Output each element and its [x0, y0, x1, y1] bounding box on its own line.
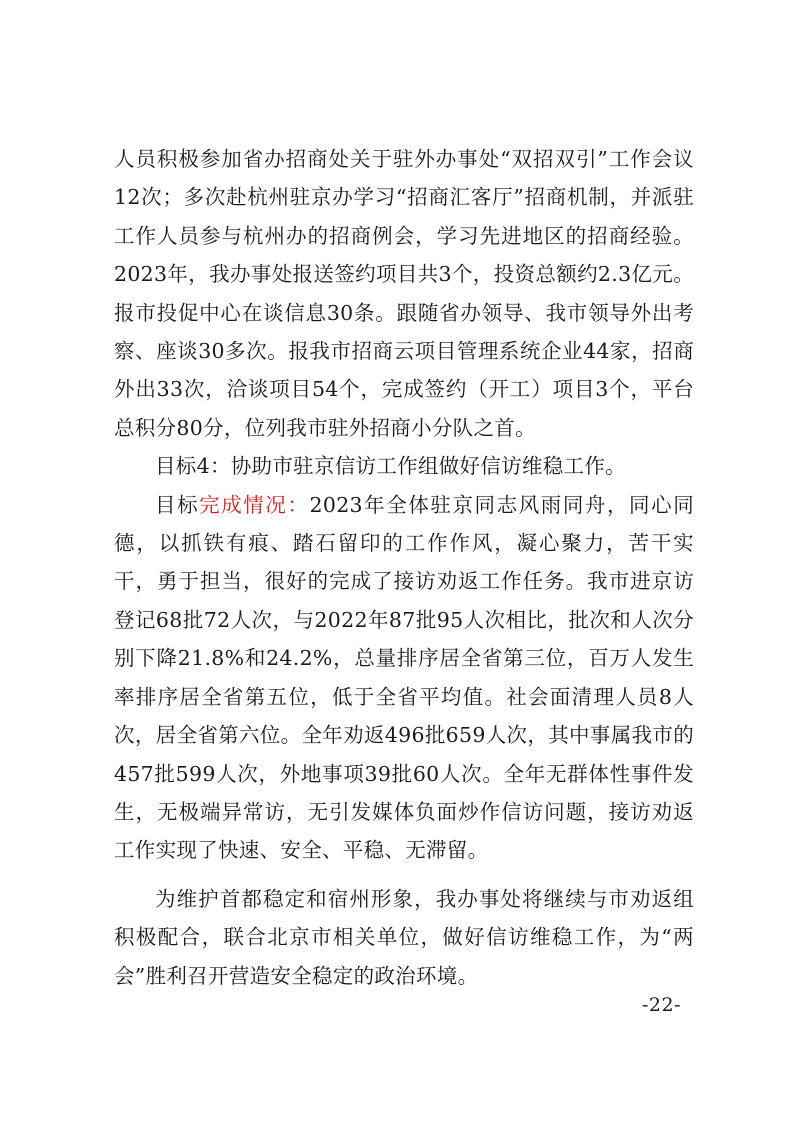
paragraph-goal-4: 目标4：协助市驻京信访工作组做好信访维稳工作。 [155, 454, 626, 479]
page-number: -22- [642, 994, 682, 1016]
paragraph-investment-results: 人员积极参加省办招商处关于驻外办事处“双招双引”工作会议12次；多次赴杭州驻京办学习“招商汇客厅”招商机制，并派驻工作人员参与杭州办的招商例会，学习先进地区的招商经验。2023年，我办事处报送签约项目共3个，投资总额约2.3亿元。报市投促中心在谈信息30条。跟随省办领导、我市领导外出考察、座谈30多次。报我市招商云项目管理系统企业44家，招商外出33次，洽谈项目54个，完成签约（开工）项目3个，平台总积分80分，位列我市驻外招商小分队之首。 [114, 147, 694, 440]
goal-completion-body: 2023年全体驻京同志风雨同舟，同心同德，以抓铁有痕、踏石留印的工作作风，凝心聚力，苦干实干，勇于担当，很好的完成了接访劝返工作任务。我市进京访登记68批72人次，与2022年87批95人次相比，批次和人次分别下降21.8%和24.2%，总量排序居全省第三位，百万人发生率排序居全省第五位，低于全省平均值。社会面清理人员8人次，居全省第六位。全年劝返496批659人次，其中事属我市的457批599人次，外地事项39批60人次。全年无群体性事件发生，无极端异常访，无引发媒体负面炒作信访问题，接访劝返工作实现了快速、安全、平稳、无滞留。 [114, 492, 695, 863]
goal-completion-prefix: 目标 [155, 492, 200, 517]
paragraph-goal-completion [114, 486, 694, 870]
paragraph-future-plan: 为维护首都稳定和宿州形象，我办事处将继续与市劝返组积极配合，联合北京市相关单位，做好信访维稳工作，为“两会”胜利召开营造安全稳定的政治环境。 [114, 886, 694, 988]
completion-status-highlight: 完成情况： [199, 492, 310, 517]
document-body [114, 140, 694, 995]
